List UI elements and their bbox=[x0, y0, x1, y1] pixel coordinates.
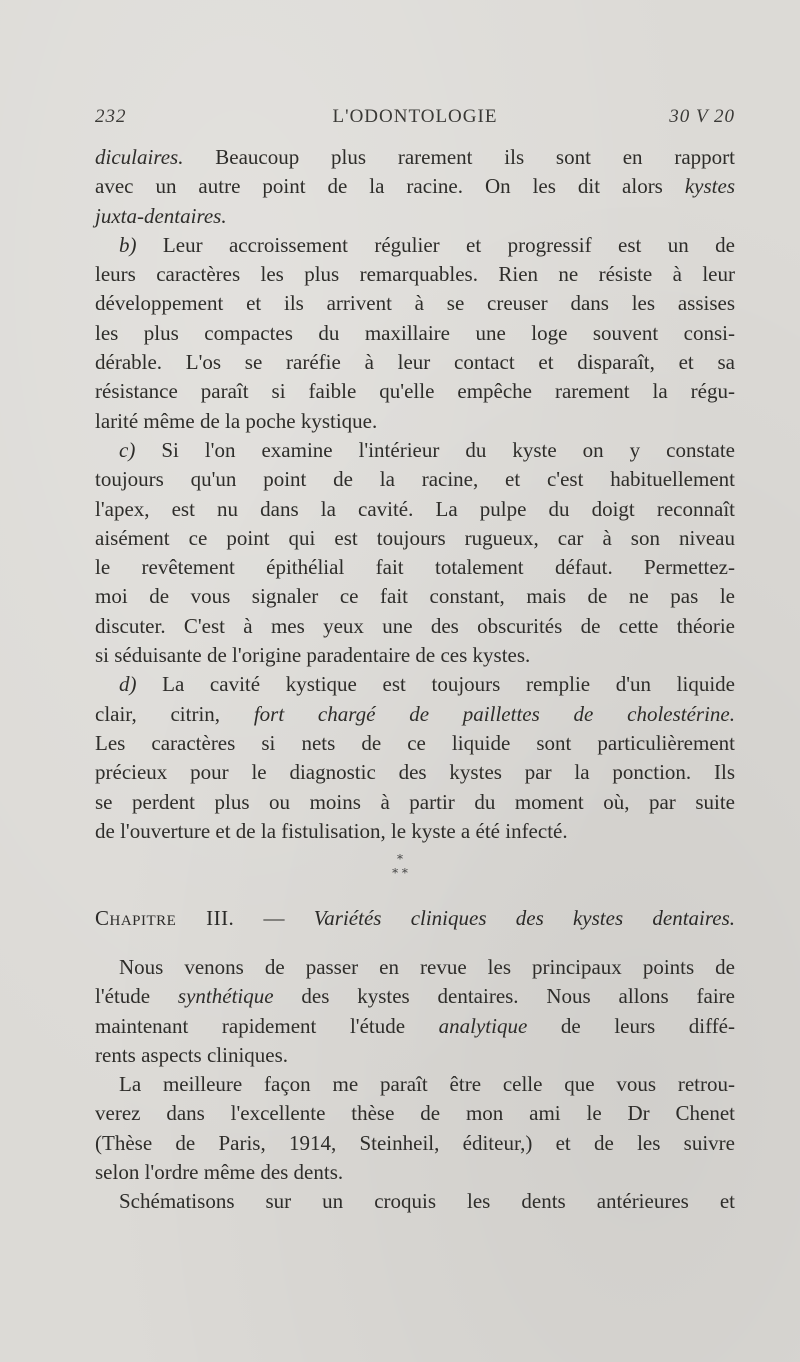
text-line bbox=[95, 612, 735, 641]
text-line bbox=[95, 465, 735, 494]
text-line bbox=[95, 1041, 735, 1070]
text-line bbox=[95, 231, 735, 260]
issue-date: 30 V 20 bbox=[669, 106, 735, 127]
running-header bbox=[95, 106, 735, 136]
chapter-title: Variétés cliniques des kystes dentaires. bbox=[313, 906, 735, 930]
text-segment: moi de vous signaler ce fait constant, mais de ne pas le bbox=[95, 584, 735, 609]
text-line bbox=[95, 982, 735, 1011]
text-line bbox=[95, 582, 735, 611]
text-line bbox=[95, 1070, 735, 1099]
text-segment: Nous venons de passer en revue les principaux points de bbox=[119, 955, 735, 979]
text-line bbox=[95, 202, 735, 231]
body-text-block-2 bbox=[95, 953, 735, 1217]
text-line bbox=[95, 319, 735, 348]
text-segment: maintenant rapidement l'étude bbox=[95, 1013, 439, 1038]
text-segment: l'étude bbox=[95, 984, 178, 1009]
text-segment: toujours qu'un point de la racine, et c'est habituellement bbox=[95, 467, 735, 492]
text-line bbox=[95, 524, 735, 553]
text-line bbox=[95, 1158, 735, 1187]
text-line bbox=[95, 817, 735, 846]
text-segment: avec un autre point de la racine. On les dit alors bbox=[95, 174, 685, 199]
text-segment: si séduisante de l'origine paradentaire de ces kystes. bbox=[95, 643, 531, 668]
text-line bbox=[95, 641, 735, 670]
text-line bbox=[95, 700, 735, 729]
text-segment: résistance paraît si faible qu'elle empêche rarement la régu- bbox=[95, 379, 735, 404]
text-line bbox=[95, 377, 735, 406]
text-segment: discuter. C'est à mes yeux une des obscurités de cette théorie bbox=[95, 613, 735, 638]
text-line bbox=[95, 553, 735, 582]
italic-segment: d) bbox=[119, 672, 137, 697]
text-segment: Beaucoup plus rarement ils sont en rapport bbox=[183, 145, 735, 169]
text-segment: larité même de la poche kystique. bbox=[95, 408, 378, 433]
italic-segment: fort chargé de paillettes de cholestérine. bbox=[253, 701, 736, 726]
text-line bbox=[95, 1187, 735, 1216]
text-segment: selon l'ordre même des dents. bbox=[95, 1160, 344, 1185]
text-segment: le revêtement épithélial fait totalement défaut. Permettez- bbox=[95, 555, 735, 580]
text-segment: La cavité kystique est toujours remplie d'un liquide bbox=[136, 672, 735, 697]
chapter-dash: — bbox=[234, 906, 314, 930]
text-segment: des kystes dentaires. Nous allons faire bbox=[273, 984, 735, 1009]
text-segment: de leurs diffé- bbox=[527, 1013, 735, 1038]
text-segment: les plus compactes du maxillaire une loge souvent consi- bbox=[95, 320, 735, 345]
italic-segment: juxta-dentaires. bbox=[95, 203, 227, 228]
text-segment: aisément ce point qui est toujours rugueux, car à son niveau bbox=[95, 525, 735, 550]
text-segment: Leur accroissement régulier et progressif est un de bbox=[136, 232, 735, 257]
text-line bbox=[95, 348, 735, 377]
text-segment: se perdent plus ou moins à partir du moment où, par suite bbox=[95, 789, 735, 814]
text-segment: précieux pour le diagnostic des kystes par la ponction. Ils bbox=[95, 760, 735, 785]
text-line bbox=[95, 788, 735, 817]
separator-star-top: * bbox=[397, 852, 403, 866]
text-line bbox=[95, 495, 735, 524]
body-text-block-1 bbox=[95, 143, 735, 846]
page-number: 232 bbox=[95, 106, 127, 127]
text-segment: La meilleure façon me paraît être celle que vous retrou- bbox=[119, 1072, 735, 1097]
italic-segment: c) bbox=[119, 437, 136, 462]
text-segment: Schématisons sur un croquis les dents antérieures et bbox=[119, 1189, 735, 1214]
text-line bbox=[95, 670, 735, 699]
text-segment: de l'ouverture et de la fistulisation, le kyste a été infecté. bbox=[95, 818, 568, 843]
chapter-heading bbox=[95, 906, 735, 931]
text-line bbox=[95, 172, 735, 201]
italic-segment: b) bbox=[119, 232, 137, 257]
text-line bbox=[95, 436, 735, 465]
journal-title: L'ODONTOLOGIE bbox=[332, 106, 498, 127]
text-segment: verez dans l'excellente thèse de mon ami le Dr Chenet bbox=[95, 1101, 735, 1126]
text-segment: Si l'on examine l'intérieur du kyste on y constate bbox=[135, 437, 735, 462]
text-line bbox=[95, 407, 735, 436]
text-segment: Les caractères si nets de ce liquide sont particulièrement bbox=[95, 730, 735, 755]
text-line bbox=[95, 1012, 735, 1041]
italic-segment: kystes bbox=[684, 174, 735, 199]
text-line bbox=[95, 260, 735, 289]
text-segment: (Thèse de Paris, 1914, Steinheil, éditeur,) et de les suivre bbox=[95, 1130, 735, 1155]
text-segment: leurs caractères les plus remarquables. Rien ne résiste à leur bbox=[95, 262, 735, 287]
text-line bbox=[95, 729, 735, 758]
text-segment: clair, citrin, bbox=[95, 701, 254, 726]
text-line bbox=[95, 953, 735, 982]
text-line bbox=[95, 1099, 735, 1128]
separator-star-bottom: * * bbox=[392, 866, 408, 880]
italic-segment: diculaires. bbox=[95, 145, 184, 169]
text-line bbox=[95, 289, 735, 318]
text-segment: l'apex, est nu dans la cavité. La pulpe du doigt reconnaît bbox=[95, 496, 735, 521]
text-line bbox=[95, 143, 735, 172]
text-line bbox=[95, 758, 735, 787]
text-line bbox=[95, 1129, 735, 1158]
chapter-label: Chapitre III. bbox=[95, 906, 235, 930]
italic-segment: analytique bbox=[438, 1013, 528, 1038]
italic-segment: synthétique bbox=[177, 984, 274, 1009]
text-segment: développement et ils arrivent à se creuser dans les assises bbox=[95, 291, 735, 316]
section-separator bbox=[0, 852, 800, 880]
text-segment: dérable. L'os se raréfie à leur contact et disparaît, et sa bbox=[95, 350, 735, 375]
text-segment: rents aspects cliniques. bbox=[95, 1042, 289, 1067]
